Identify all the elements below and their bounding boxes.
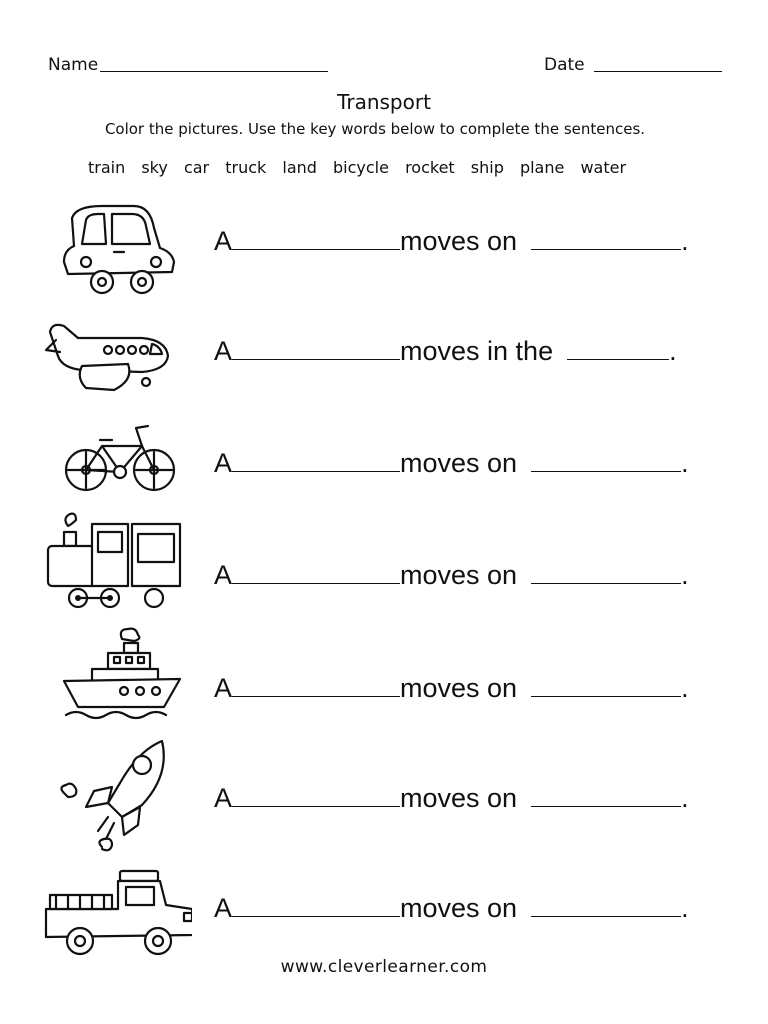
article-a: A — [214, 560, 233, 590]
train-icon — [42, 510, 187, 610]
vehicle-blank[interactable] — [232, 674, 400, 697]
keyword: water — [580, 158, 627, 177]
place-blank[interactable] — [531, 674, 681, 697]
keyword: rocket — [405, 158, 455, 177]
name-field[interactable] — [100, 71, 328, 72]
keyword: bicycle — [333, 158, 389, 177]
sentence-middle: moves on — [400, 783, 518, 813]
worksheet-title: Transport — [337, 90, 431, 114]
bicycle-icon — [42, 410, 187, 510]
place-blank[interactable] — [531, 784, 681, 807]
sentence-row-ship — [0, 625, 768, 725]
keyword: plane — [519, 158, 565, 177]
sentence-row-car — [0, 200, 768, 300]
place-blank[interactable] — [531, 561, 681, 584]
keyword: train — [88, 158, 126, 177]
article-a: A — [214, 893, 233, 923]
sentence-row-rocket — [0, 735, 768, 835]
name-label: Name — [48, 55, 99, 75]
rocket-icon — [42, 735, 187, 835]
website-footer: www.cleverlearner.com — [280, 957, 488, 977]
sentence-row-train — [0, 510, 768, 610]
sentence-middle: moves on — [400, 448, 518, 478]
keyword: ship — [470, 158, 504, 177]
sentence-end: . — [681, 448, 689, 478]
place-blank[interactable] — [531, 894, 681, 917]
keyword: sky — [141, 158, 168, 177]
article-a: A — [214, 336, 233, 366]
vehicle-blank[interactable] — [232, 894, 400, 917]
sentence-middle: moves on — [400, 560, 518, 590]
vehicle-blank[interactable] — [232, 784, 400, 807]
sentence-middle: moves on — [400, 673, 518, 703]
ship-icon — [42, 625, 187, 725]
sentence-row-airplane — [0, 310, 768, 410]
vehicle-blank[interactable] — [232, 227, 400, 250]
airplane-icon — [42, 310, 187, 410]
place-blank[interactable] — [531, 449, 681, 472]
sentence-end: . — [681, 893, 689, 923]
sentence-end: . — [681, 226, 689, 256]
sentence-end: . — [669, 336, 677, 366]
sentence-end: . — [681, 560, 689, 590]
keyword: car — [183, 158, 210, 177]
article-a: A — [214, 783, 233, 813]
article-a: A — [214, 226, 233, 256]
keyword-bank — [88, 158, 637, 177]
date-field[interactable] — [594, 71, 722, 72]
car-icon — [42, 200, 187, 300]
keyword: land — [282, 158, 317, 177]
vehicle-blank[interactable] — [232, 337, 400, 360]
keyword: truck — [225, 158, 267, 177]
sentence-row-bicycle — [0, 410, 768, 510]
article-a: A — [214, 673, 233, 703]
place-blank[interactable] — [567, 337, 669, 360]
article-a: A — [214, 448, 233, 478]
sentence-middle: moves in the — [400, 336, 554, 366]
sentence-end: . — [681, 783, 689, 813]
vehicle-blank[interactable] — [232, 449, 400, 472]
sentence-row-truck — [0, 865, 768, 965]
sentence-end: . — [681, 673, 689, 703]
sentence-middle: moves on — [400, 893, 518, 923]
date-label: Date — [544, 55, 585, 75]
truck-icon — [42, 865, 187, 965]
instructions: Color the pictures. Use the key words below to complete the sentences. — [104, 120, 646, 138]
sentence-middle: moves on — [400, 226, 518, 256]
place-blank[interactable] — [531, 227, 681, 250]
vehicle-blank[interactable] — [232, 561, 400, 584]
